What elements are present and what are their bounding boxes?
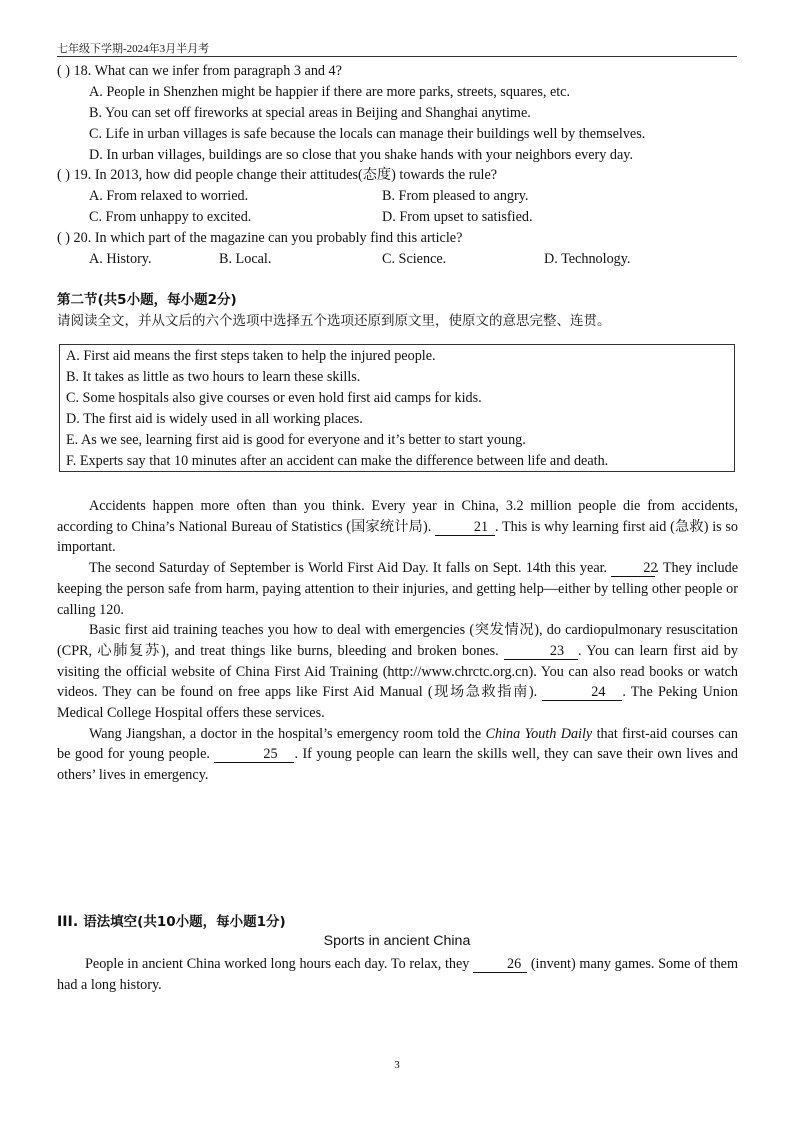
section-3-title: III. 语法填空(共10小题，每小题1分) — [57, 914, 286, 930]
newspaper-name: China Youth Daily — [485, 725, 593, 742]
option-18-c: C. Life in urban villages is safe because the locals can manage their buildings well by themselves. — [89, 126, 646, 142]
choice-e: E. As we see, learning first aid is good for everyone and it’s better to start young. — [66, 432, 526, 448]
passage — [57, 496, 738, 786]
blank-23[interactable]: 23 — [504, 644, 578, 660]
question-19-stem — [57, 165, 497, 185]
grammar-passage — [57, 954, 738, 995]
option-18-a: A. People in Shenzhen might be happier if there are more parks, streets, squares, etc. — [89, 84, 571, 100]
choice-a: A. First aid means the first steps taken to help the injured people. — [66, 348, 436, 364]
option-20-a: A. History. — [89, 251, 152, 267]
section-2-instruction: 请阅读全文，并从文后的六个选项中选择五个选项还原到原文里，使原文的意思完整、连贯。 — [57, 313, 611, 329]
question-text: 18. What can we infer from paragraph 3 and 4? — [73, 63, 342, 79]
answer-paren: ( ) — [57, 167, 70, 183]
blank-25[interactable]: 25 — [214, 747, 294, 763]
option-19-a: A. From relaxed to worried. — [89, 188, 249, 204]
question-text: 20. In which part of the magazine can you probably find this article? — [73, 230, 463, 246]
option-19-b: B. From pleased to angry. — [382, 188, 529, 204]
answer-paren: ( ) — [57, 63, 70, 79]
option-19-c: C. From unhappy to excited. — [89, 209, 252, 225]
choice-f: F. Experts say that 10 minutes after an accident can make the difference between life and death. — [66, 453, 609, 469]
answer-paren: ( ) — [57, 230, 70, 246]
question-18-stem — [57, 61, 342, 81]
choices-box — [59, 344, 735, 472]
page-number: 3 — [394, 1059, 400, 1071]
option-19-d: D. From upset to satisfied. — [382, 209, 533, 225]
choice-d: D. The first aid is widely used in all working places. — [66, 411, 363, 427]
choice-c: C. Some hospitals also give courses or even hold first aid camps for kids. — [66, 390, 482, 406]
section-2-title: 第二节(共5小题，每小题2分) — [57, 292, 237, 308]
option-20-b: B. Local. — [219, 251, 272, 267]
passage-paragraph-2: The second Saturday of September is World First Aid Day. It falls on Sept. 14th this year. 22. They include keeping the person safe from harm, paying attention to their injuries, and getting help—either by telling other people or calling 120. — [57, 560, 739, 618]
blank-26[interactable]: 26 — [473, 957, 527, 973]
choice-b: B. It takes as little as two hours to learn these skills. — [66, 369, 361, 385]
blank-21[interactable]: 21 — [435, 520, 495, 536]
option-20-c: C. Science. — [382, 251, 447, 267]
blank-24[interactable]: 24 — [542, 685, 622, 701]
article-subtitle: Sports in ancient China — [323, 933, 471, 949]
page-header: 七年级下学期-2024年3月半月考 — [57, 43, 210, 55]
passage-paragraph-3: Basic first aid training teaches you how to deal with emergencies (突发情况), do cardiopulmonary resuscitation (CPR, 心肺复苏), and treat things like burns, bleeding and broken bones. 23 . You can learn first aid by visiting the official website of China First Aid Training (http://www.chrctc.org.cn). You can also read books or watch videos. They can be found on free apps like First Aid Manual (现场急救指南). 24 . The Peking Union Medical College Hospital offers these services. — [57, 622, 739, 722]
header-rule — [57, 56, 737, 57]
passage-paragraph-1: Accidents happen more often than you think. Every year in China, 3.2 million people die from accidents, according to China’s National Bureau of Statistics (国家统计局). 21 . This is why learning first aid (急救) is so important. — [57, 498, 739, 556]
question-20-stem — [57, 228, 462, 248]
option-18-b: B. You can set off fireworks at special areas in Beijing and Shanghai anytime. — [89, 105, 531, 121]
option-18-d: D. In urban villages, buildings are so close that you shake hands with your neighbors every day. — [89, 147, 633, 163]
blank-22[interactable]: 22 — [611, 561, 655, 577]
option-20-d: D. Technology. — [544, 251, 631, 267]
grammar-paragraph-1: People in ancient China worked long hours each day. To relax, they 26 (invent) many games. Some of them had a long history. — [57, 956, 739, 993]
question-text: 19. In 2013, how did people change their attitudes(态度) towards the rule? — [73, 167, 498, 183]
passage-paragraph-4: Wang Jiangshan, a doctor in the hospital’s emergency room told the China Youth Daily that first-aid courses can be good for young people. 25 . If young people can learn the skills well, they can save their own lives and others’ lives in emergency. — [57, 725, 739, 784]
